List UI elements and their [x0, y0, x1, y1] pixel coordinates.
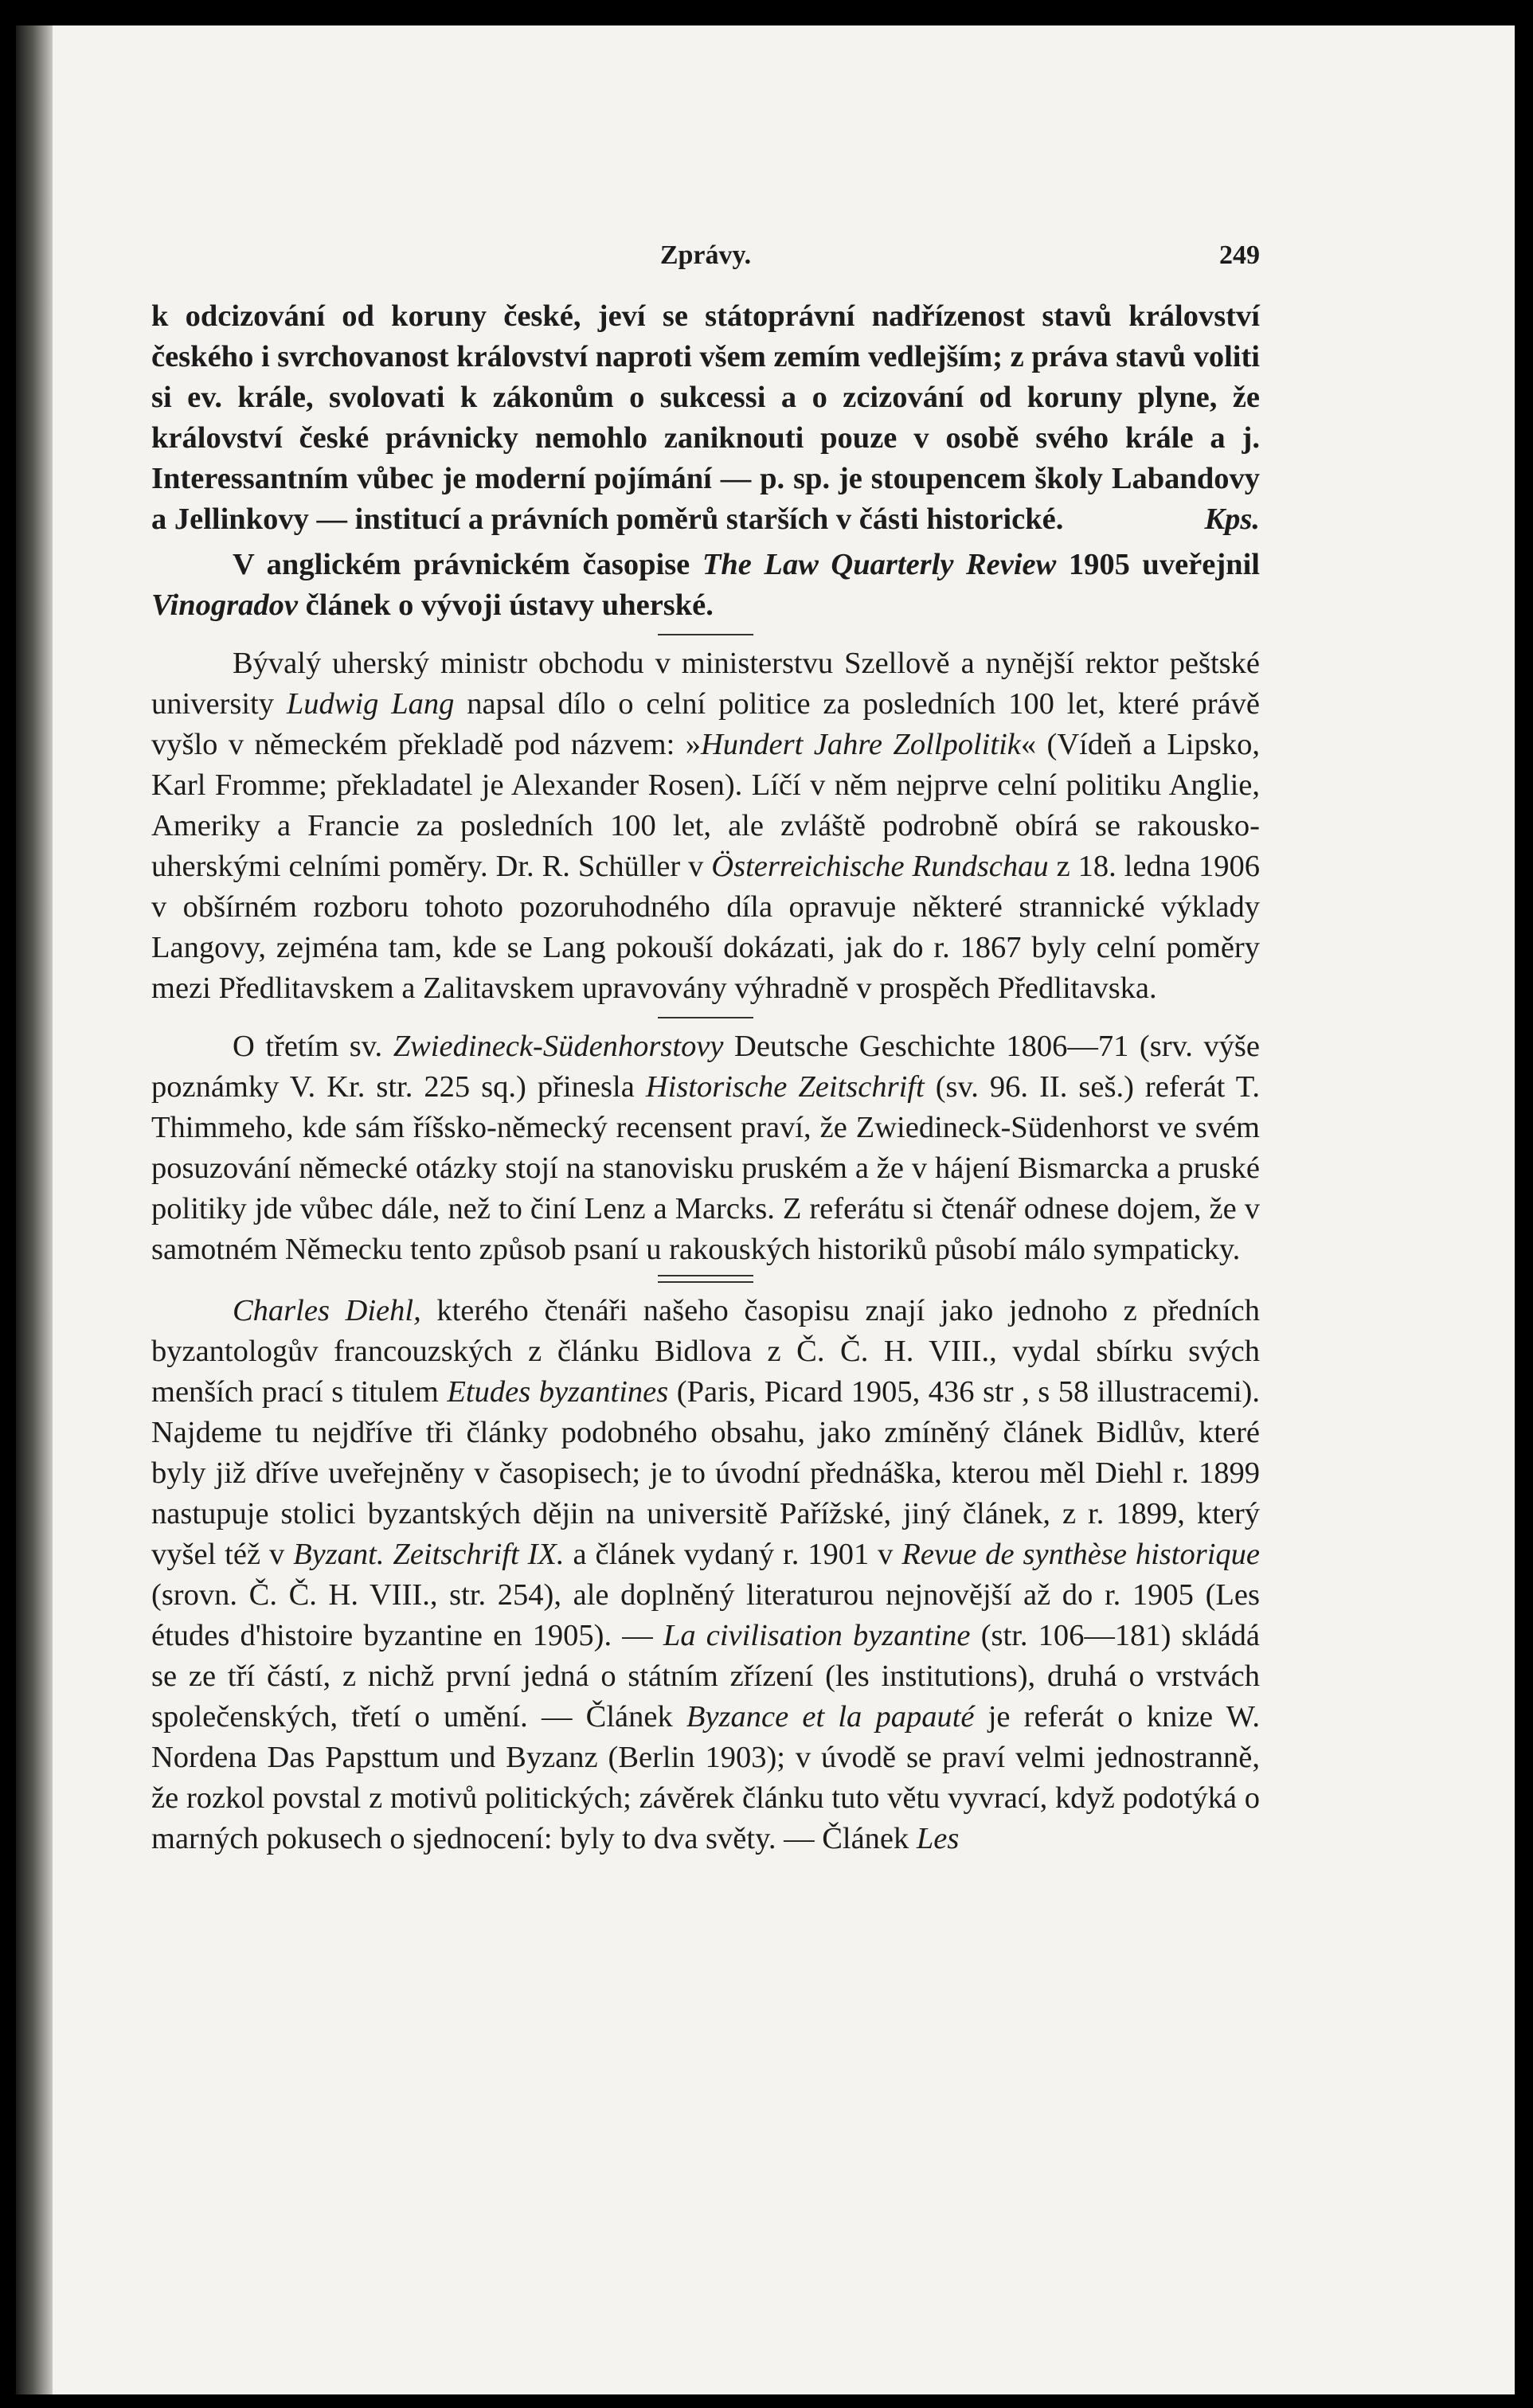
author-name: Vinogradov: [151, 588, 298, 622]
book-title: Etudes byzantines: [447, 1375, 669, 1409]
p2-text-1: V anglickém právnickém časopise: [233, 548, 702, 581]
paragraph-1-text: k odcizování od koruny české, jeví se státoprávní nadřízenost stavů království českého i svrchovanost království naproti všem zemím vedlejším; z práva stavů voliti si ev. krále, svolovati k zákonům o sukcessi a o zcizování od koruny plyne, že království české právnicky nemohlo zaniknouti pouze v osobě svého krále a j. Interessantním vůbec je moderní pojímání — p. sp. je stoupencem školy Labandovy a Jellinkovy — institucí a právních poměrů starších v části historické.: [151, 299, 1260, 536]
journal-title: Historische Zeitschrift: [645, 1070, 925, 1104]
p3-text-4: z 18. ledna 1906 v obšírném rozboru tohoto pozoruhodného díla opravuje některé strannické výklady Langovy, zejména tam, kde se Lang pokouší dokázati, jak do r. 1867 byly celní poměry mezi Předlitavskem a Zalitavskem upravovány výhradně v prospěch Předlitavska.: [151, 850, 1260, 1005]
paragraph-5: [151, 1291, 1260, 1859]
article-title: Byzance et la papauté: [686, 1700, 975, 1734]
running-title: Zprávy.: [659, 240, 752, 270]
p4-text-3: (sv. 96. II. seš.) referát T. Thimmeho, kde sám říšsko-německý recensent praví, že Zwiedineck-Südenhorst ve svém posuzování německé otázky stojí na stanovisku pruském a že v hájení Bismarcka a pruské politiky jde vůbec dále, než to činí Lenz a Marcks. Z referátu si čtenář odnese dojem, že v samotném Německu tento způsob psaní u rakouských historiků působí málo sympaticky.: [151, 1070, 1260, 1266]
p5-text-4: (srovn. Č. Č. H. VIII., str. 254), ale doplněný literaturou nejnovější až do r. 1905 (Les études d'histoire byzantine en 1905). —: [151, 1578, 1260, 1652]
p2-text-3: článek o vývoji ústavy uherské.: [297, 588, 714, 622]
p3-text-3: « (Vídeň a Lipsko, Karl Fromme; překladatel je Alexander Rosen). Líčí v něm nejprve celní politiku Anglie, Ameriky a Francie za posledních 100 let, ale zvláště podrobně obírá se rakousko-uherskými celními poměry. Dr. R. Schüller v: [151, 728, 1260, 883]
article-title: Les: [916, 1822, 960, 1855]
p5-text-3: a článek vydaný r. 1901 v: [564, 1538, 902, 1571]
document-page: [16, 25, 1515, 2394]
p2-text-2: 1905 uveřejnil: [1056, 548, 1260, 581]
double-separator-rule: [151, 1270, 1260, 1291]
journal-title: Revue de synthèse historique: [901, 1538, 1260, 1571]
signature: Kps.: [1204, 502, 1260, 536]
separator-rule: [151, 626, 1260, 643]
p5-text-5: (str. 106—181) skládá se ze tří částí, z nichž první jedná o státním zřízení (les institutions), druhá o vrstvách společenských, třetí o umění. — Článek: [151, 1619, 1260, 1734]
p3-text-1: Bývalý uherský ministr obchodu v ministerstvu Szellově a nynější rektor peštské university: [151, 647, 1260, 721]
page-header: [151, 225, 1260, 272]
page-edge-shadow: [16, 25, 53, 2394]
article-text: [151, 296, 1260, 1859]
journal-title: The Law Quarterly Review: [702, 548, 1057, 581]
p5-text-1: kterého čtenáři našeho časopisu znají jako jednoho z předních byzantologův francouzských z článku Bidlova z Č. Č. H. VIII., vydal sbírku svých menších prací s titulem: [151, 1294, 1261, 1409]
p5-text-2: (Paris, Picard 1905, 436 str , s 58 illustracemi). Najdeme tu nejdříve tři články podobného obsahu, jako zmíněný článek Bidlův, které byly již dříve uveřejněny v časopisech; je to úvodní přednáška, kterou měl Diehl r. 1899 nastupuje stolici byzantských dějin na universitě Pařížské, jiný článek, z r. 1899, který vyšel též v: [151, 1375, 1260, 1571]
journal-title: Byzant. Zeitschrift IX.: [293, 1538, 565, 1571]
p5-text-6: je referát o knize W. Nordena Das Papsttum und Byzanz (Berlin 1903); v úvodě se praví velmi jednostranně, že rozkol povstal z motivů politických; závěrek článku tuto větu vyvrací, když podotýká o marných pokusech o sjednocení: byly to dva světy. — Článek: [151, 1700, 1261, 1855]
p3-text-2: napsal dílo o celní politice za posledních 100 let, které právě vyšlo v německém překladě pod názvem: »: [151, 687, 1261, 761]
page-number: 249: [1219, 240, 1260, 270]
p4-text-2: Deutsche Geschichte 1806—71 (srv. výše poznámky V. Kr. str. 225 sq.) přinesla: [151, 1030, 1260, 1104]
paragraph-1: [151, 296, 1260, 540]
journal-title: Österreichische Rundschau: [711, 850, 1049, 883]
author-name: Charles Diehl,: [233, 1294, 421, 1327]
article-title: La civilisation byzantine: [663, 1619, 971, 1652]
book-title: Hundert Jahre Zollpolitik: [701, 728, 1021, 761]
separator-rule: [151, 1009, 1260, 1026]
paragraph-2: [151, 545, 1260, 626]
paragraph-4: [151, 1026, 1260, 1270]
author-name: Ludwig Lang: [286, 687, 455, 721]
paragraph-3: [151, 643, 1260, 1009]
author-name: Zwiedineck-Südenhorstovy: [393, 1030, 724, 1063]
p4-text-1: O třetím sv.: [233, 1030, 393, 1063]
